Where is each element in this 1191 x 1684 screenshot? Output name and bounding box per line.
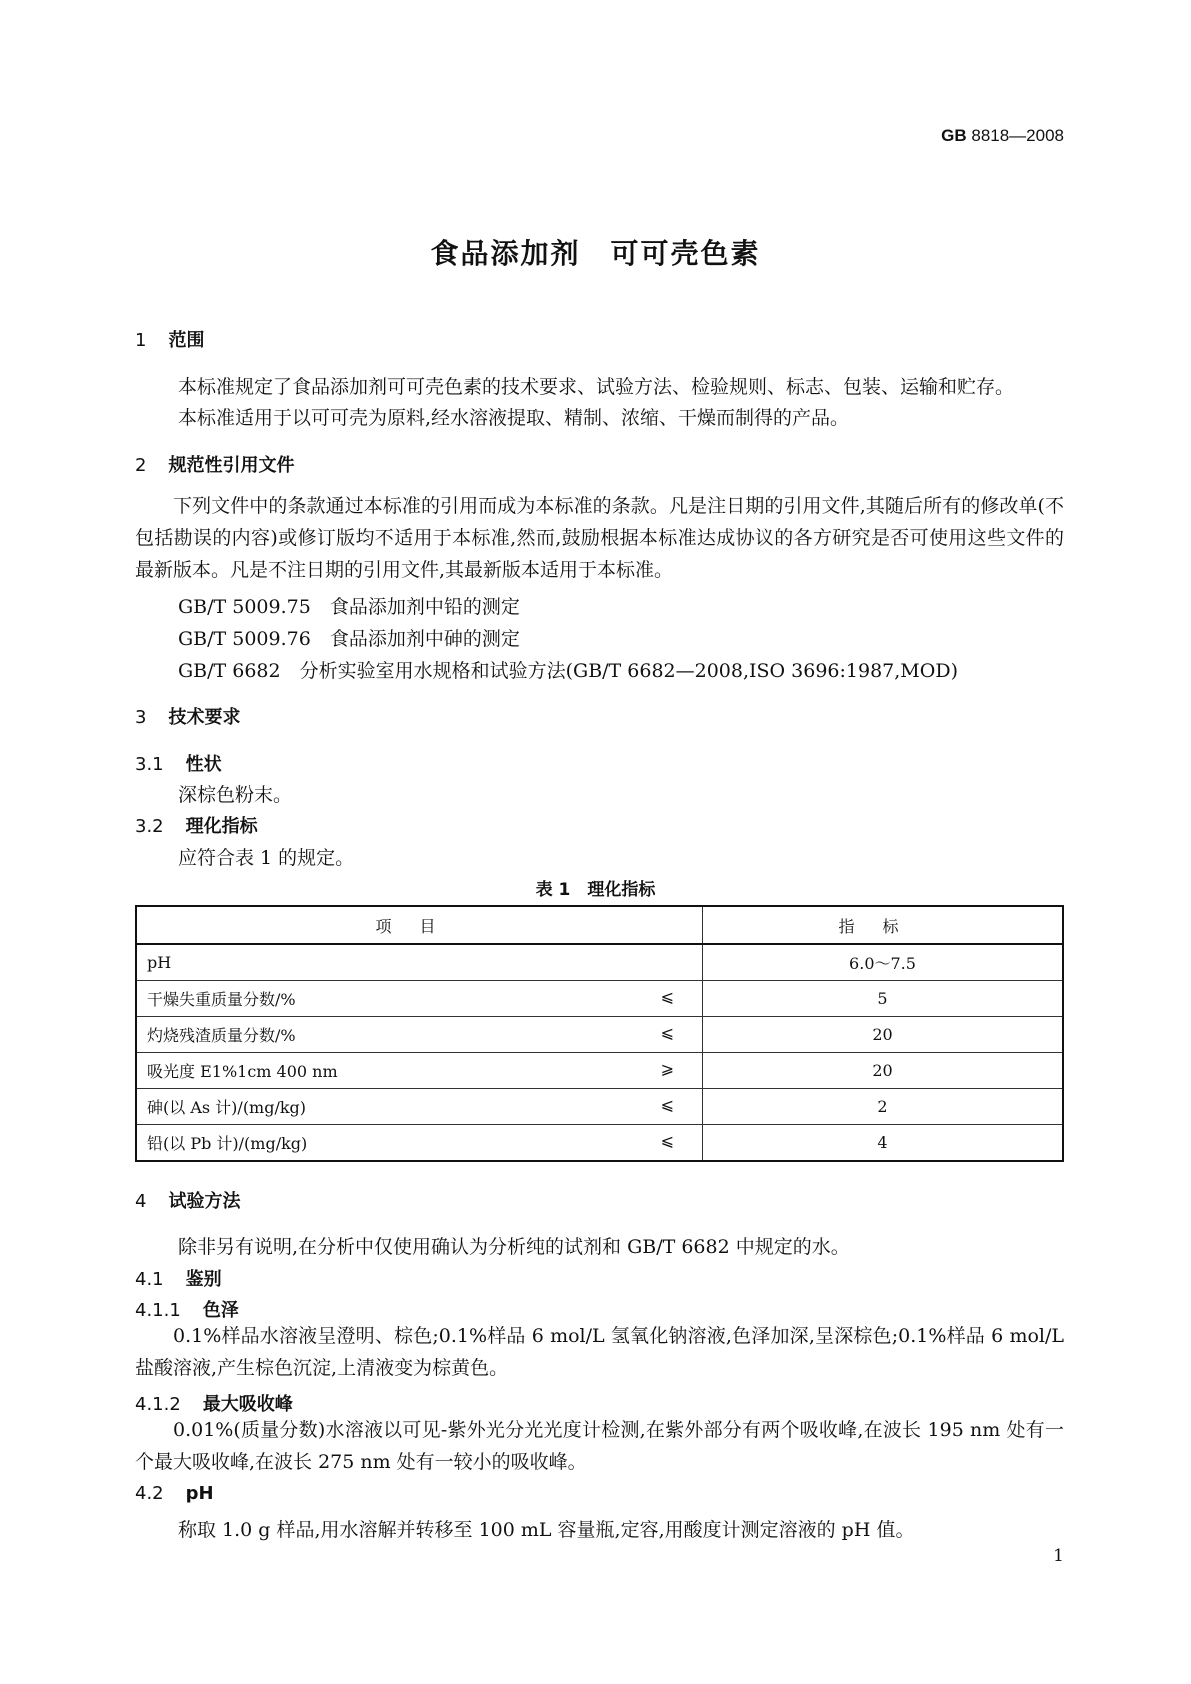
- table-row: [136, 1017, 1063, 1053]
- body-paragraph: 下列文件中的条款通过本标准的引用而成为本标准的条款。凡是注日期的引用文件,其随后所有的修改单(不包括勘误的内容)或修订版均不适用于本标准,然而,鼓励根据本标准达成协议的各方研究是否可使用这些文件的最新版本。凡是不注日期的引用文件,其最新版本适用于本标准。: [135, 495, 1064, 581]
- value-cell: 2: [703, 1089, 1064, 1125]
- body-line: 应符合表 1 的规定。: [178, 847, 355, 869]
- value-cell: 5: [703, 981, 1064, 1017]
- section-4-1-2-heading: [135, 1390, 293, 1416]
- section-number: 4.1: [135, 1269, 164, 1290]
- operator: ⩽: [660, 1023, 674, 1042]
- table-row: [136, 944, 1063, 981]
- section-title: 性状: [185, 754, 222, 775]
- body-paragraph: 0.01%(质量分数)水溶液以可见-紫外光分光光度计检测,在紫外部分有两个吸收峰,在波长 195 nm 处有一个最大吸收峰,在波长 275 nm 处有一较小的吸收峰。: [135, 1419, 1064, 1473]
- section-number: 4.1.1: [135, 1300, 181, 1321]
- section-title: 试验方法: [168, 1191, 241, 1212]
- section-4-1-heading: [135, 1265, 222, 1291]
- section-title: 鉴别: [185, 1269, 222, 1290]
- section-3-1-heading: [135, 750, 222, 776]
- section-4-2-heading: [135, 1483, 214, 1504]
- item-cell: [136, 944, 703, 981]
- item-cell: [136, 1053, 703, 1089]
- section-number: 2: [135, 455, 147, 476]
- section-number: 1: [135, 330, 147, 351]
- section-3-heading: [135, 703, 240, 729]
- body-line: 称取 1.0 g 样品,用水溶解并转移至 100 mL 容量瓶,定容,用酸度计测定溶液的 pH 值。: [178, 1519, 915, 1541]
- section-number: 4: [135, 1191, 147, 1212]
- section-number: 3.2: [135, 816, 164, 837]
- body-line: 本标准适用于以可可壳为原料,经水溶液提取、精制、浓缩、干燥而制得的产品。: [178, 407, 850, 429]
- item-label: 灼烧残渣质量分数/%: [147, 1026, 296, 1045]
- section-3-2-heading: [135, 812, 258, 838]
- item-label: 干燥失重质量分数/%: [147, 990, 296, 1009]
- reference-item: GB/T 5009.76 食品添加剂中砷的测定: [178, 628, 520, 650]
- section-4-1-1-heading: [135, 1296, 239, 1322]
- reference-item: GB/T 6682 分析实验室用水规格和试验方法(GB/T 6682—2008,ISO 3696:1987,MOD): [178, 660, 958, 682]
- std-prefix: GB: [941, 126, 967, 145]
- item-label: 吸光度 E1%1cm 400 nm: [147, 1062, 338, 1081]
- section-title: 最大吸收峰: [202, 1394, 293, 1415]
- column-header: 项目: [136, 906, 703, 944]
- item-label: 铅(以 Pb 计)/(mg/kg): [147, 1134, 308, 1153]
- table-caption: 表 1 理化指标: [535, 880, 656, 900]
- item-cell: [136, 1089, 703, 1125]
- column-header: 指标: [703, 906, 1064, 944]
- section-1-heading: [135, 326, 204, 352]
- item-label: pH: [147, 953, 172, 972]
- table-row: [136, 1125, 1063, 1162]
- spec-table: [135, 905, 1064, 1162]
- value-cell: 20: [703, 1017, 1064, 1053]
- section-title: 技术要求: [168, 707, 241, 728]
- value-cell: 6.0～7.5: [703, 944, 1064, 981]
- section-number: 4.1.2: [135, 1394, 181, 1415]
- table-row: [136, 1053, 1063, 1089]
- table-row: [136, 1089, 1063, 1125]
- body-line: 深棕色粉末。: [178, 784, 293, 806]
- section-2-heading: [135, 451, 294, 477]
- body-line: 除非另有说明,在分析中仅使用确认为分析纯的试剂和 GB/T 6682 中规定的水。: [178, 1236, 850, 1258]
- section-title: 规范性引用文件: [168, 455, 295, 476]
- operator: ⩽: [660, 1095, 674, 1114]
- body-line: 本标准规定了食品添加剂可可壳色素的技术要求、试验方法、检验规则、标志、包装、运输和贮存。: [178, 376, 1015, 398]
- reference-item: GB/T 5009.75 食品添加剂中铅的测定: [178, 596, 520, 618]
- operator: ⩽: [660, 987, 674, 1006]
- value-cell: 4: [703, 1125, 1064, 1162]
- operator: ⩽: [660, 1131, 674, 1150]
- section-4-heading: [135, 1187, 240, 1213]
- std-number: 8818—2008: [971, 126, 1064, 145]
- section-title: 色泽: [202, 1300, 239, 1321]
- section-title: 理化指标: [185, 816, 258, 837]
- operator: ⩾: [660, 1059, 674, 1078]
- section-number: 3.1: [135, 754, 164, 775]
- section-number: 4.2: [135, 1483, 164, 1504]
- section-title: 范围: [168, 330, 205, 351]
- value-cell: 20: [703, 1053, 1064, 1089]
- document-title: 食品添加剂 可可壳色素: [430, 237, 761, 270]
- item-cell: [136, 1125, 703, 1162]
- section-number: 3: [135, 707, 147, 728]
- item-cell: [136, 1017, 703, 1053]
- item-label: 砷(以 As 计)/(mg/kg): [147, 1098, 307, 1117]
- page-number: 1: [1053, 1546, 1064, 1566]
- table-header-row: [136, 906, 1063, 944]
- body-paragraph: 0.1%样品水溶液呈澄明、棕色;0.1%样品 6 mol/L 氢氧化钠溶液,色泽加深,呈深棕色;0.1%样品 6 mol/L 盐酸溶液,产生棕色沉淀,上清液变为棕黄色。: [135, 1325, 1064, 1379]
- item-cell: [136, 981, 703, 1017]
- section-title: pH: [185, 1483, 214, 1504]
- standard-number: [941, 126, 1064, 146]
- table-row: [136, 981, 1063, 1017]
